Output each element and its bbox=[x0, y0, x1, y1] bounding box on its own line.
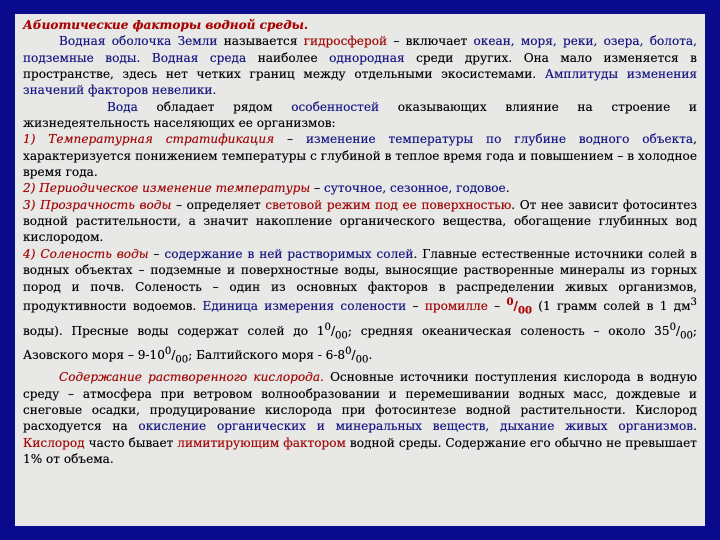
text: 00 bbox=[335, 330, 348, 342]
item-heading-transparency: 3) Прозрачность воды bbox=[23, 197, 172, 212]
text: . bbox=[368, 348, 373, 363]
text: – bbox=[487, 298, 507, 313]
item-heading-oxygen: Содержание растворенного кислорода. bbox=[59, 370, 324, 385]
text: Основные источники поступления кислорода в водную среду – атмосфера при ветровом волнообразовании и перемешивании водных масс, дождевые и снеговые осадки, продуцирование кислорода при фотосинтезе водной растительности. Кислород расходуется на bbox=[23, 370, 697, 434]
term-features: особенностей bbox=[291, 99, 380, 114]
text: 00 bbox=[175, 354, 189, 366]
text: . Главные естественные источники солей в водных объектах – подземные и поверхностные воды, выносящие растворенные минералы из горных пород и почв. Соленость – один из основных факторов в распределении живых организмов, продуктивности водоемов. bbox=[23, 246, 697, 313]
term-hydrosphere: гидросферой bbox=[303, 34, 388, 49]
paragraph-water-features bbox=[23, 99, 697, 132]
text: / bbox=[330, 323, 336, 338]
term-oxygen: Кислород bbox=[23, 435, 85, 450]
list-item-salinity bbox=[23, 246, 697, 369]
text: / bbox=[171, 348, 176, 363]
text: / bbox=[351, 348, 356, 363]
text: называется bbox=[217, 34, 304, 49]
text: 00 bbox=[680, 330, 693, 342]
term-limiting-factor: лимитирующим фактором bbox=[177, 435, 346, 450]
text: наиболее bbox=[246, 50, 330, 65]
term-light-regime: световой режим под ее поверхностью bbox=[265, 197, 512, 212]
text: 0 bbox=[324, 321, 331, 333]
text: ; Балтийского моря - 6-8 bbox=[188, 348, 346, 363]
text: / bbox=[513, 298, 518, 313]
list-item-stratification bbox=[23, 131, 697, 180]
list-item-transparency bbox=[23, 197, 697, 246]
term-periodicity: суточное, сезонное, годовое bbox=[324, 181, 506, 196]
paragraph-dissolved-oxygen bbox=[23, 369, 697, 467]
term-temperature-change: изменение температуры по глубине водного объекта bbox=[305, 132, 694, 147]
term-water: Вода bbox=[107, 99, 138, 114]
text: среди других. Она мало изменяется в пространстве, здесь нет четких границ между отдельными экосистемами. bbox=[23, 50, 697, 82]
item-heading-salinity: 4) Соленость воды bbox=[23, 246, 149, 261]
term-water-shell: Водная оболочка Земли bbox=[59, 34, 218, 49]
text: . bbox=[693, 419, 697, 434]
text: . bbox=[505, 181, 510, 196]
text: 0 bbox=[506, 296, 514, 308]
text: ; Азовского моря – 9-10 bbox=[23, 323, 697, 363]
text: 3 bbox=[690, 296, 697, 308]
term-homogeneous: однородная bbox=[329, 50, 405, 65]
list-item-periodic-change bbox=[23, 180, 697, 196]
text: – определяет bbox=[171, 197, 266, 212]
text: 0 bbox=[164, 346, 172, 358]
text: (1 грамм солей в 1 дм bbox=[531, 298, 691, 313]
term-water-environment: Водная среда bbox=[151, 50, 247, 65]
text: 00 bbox=[355, 354, 369, 366]
text: – bbox=[274, 132, 306, 147]
text: ; средняя океаническая соленость – около 35 bbox=[347, 323, 670, 338]
text: водной среды. Содержание его обычно не превышает 1% от объема. bbox=[23, 435, 697, 466]
text: – включает bbox=[387, 34, 474, 49]
term-salt-content: содержание в ней растворимых солей bbox=[164, 246, 414, 261]
text: 0 bbox=[345, 346, 352, 358]
text: . От нее зависит фотосинтез водной растительности, а значит накопление органического вещества, обогащение глубинных вод кислородом. bbox=[23, 197, 697, 245]
text: – bbox=[310, 181, 325, 196]
text: / bbox=[676, 323, 681, 338]
text: воды). Пресные воды содержат солей до 1 bbox=[23, 323, 325, 338]
text: обладает рядом bbox=[137, 99, 292, 114]
text: – bbox=[148, 246, 165, 261]
text: , характеризуется понижением температуры с глубиной в теплое время года и повышением – в холодное время года. bbox=[23, 132, 697, 180]
text: часто бывает bbox=[84, 435, 178, 450]
term-amplitudes: Амплитуды изменения значений факторов невелики. bbox=[23, 67, 698, 98]
text: 0 bbox=[669, 321, 676, 333]
term-promille: промилле bbox=[424, 298, 488, 313]
slide-title: Абиотические факторы водной среды. bbox=[23, 18, 309, 32]
item-heading-stratification: 1) Температурная стратификация bbox=[23, 132, 275, 147]
item-heading-periodic: 2) Периодическое изменение температуры bbox=[23, 181, 311, 196]
text: – bbox=[406, 298, 425, 313]
promille-symbol bbox=[506, 296, 532, 317]
slide-content bbox=[15, 14, 705, 526]
term-salinity-unit: Единица измерения солености bbox=[202, 298, 407, 313]
text: оказывающих влияние на строение и жизнедеятельность населяющих ее организмов: bbox=[23, 99, 697, 131]
term-oxidation: окисление органических и минеральных веществ, дыхание живых организмов bbox=[138, 419, 694, 434]
paragraph-hydrosphere bbox=[23, 33, 697, 98]
text: 00 bbox=[517, 305, 532, 317]
text: . bbox=[136, 50, 152, 65]
term-water-bodies: океан, моря, реки, озера, болота, подземные воды bbox=[23, 34, 697, 65]
